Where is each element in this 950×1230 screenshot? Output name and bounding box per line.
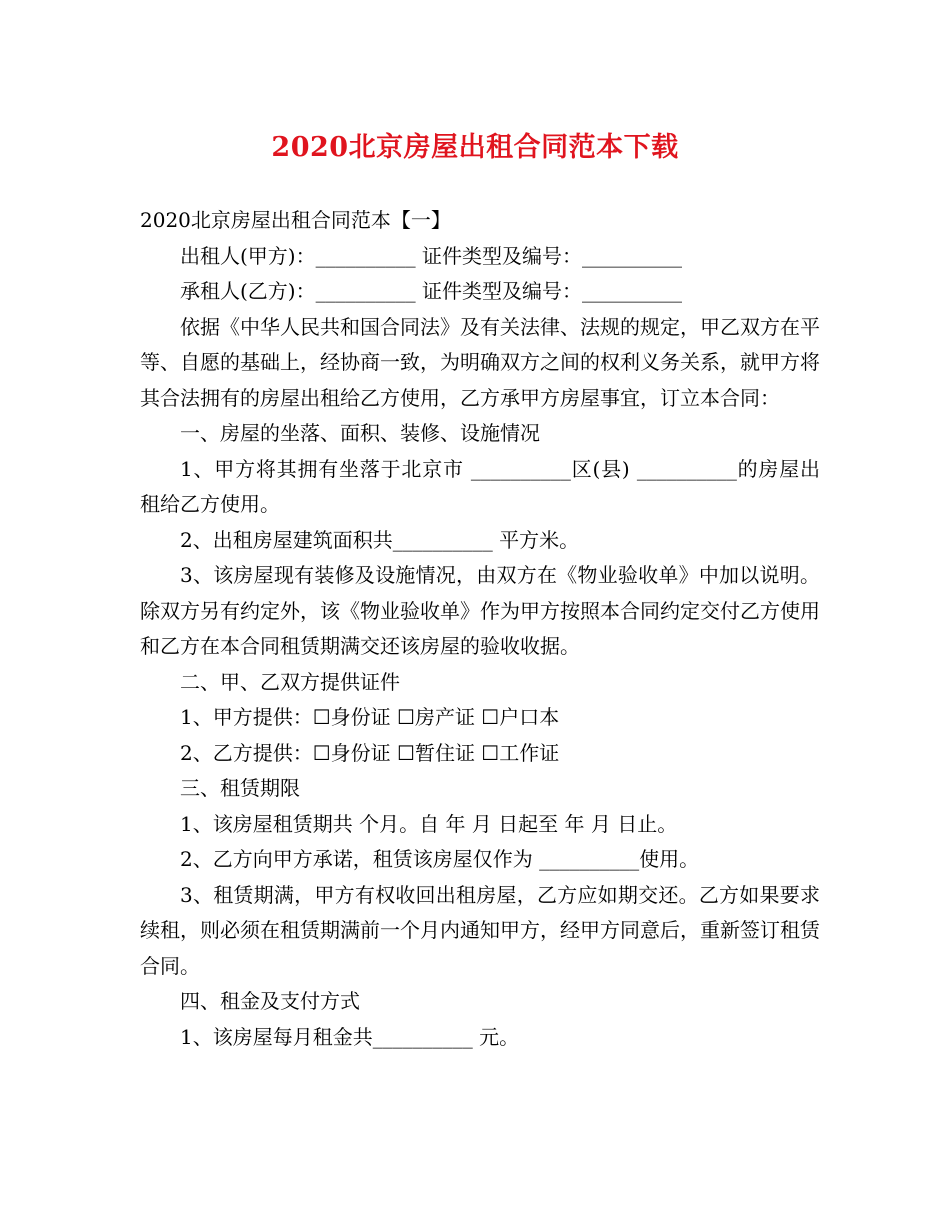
- lessor-line: 出租人(甲方)：__________ 证件类型及编号：__________: [180, 243, 682, 268]
- clause-3-3: 3、租赁期满，甲方有权收回出租房屋，乙方应如期交还。乙方如果要求续租，则必须在租赁期满前一个月内通知甲方，经甲方同意后，重新签订租赁合同。: [140, 882, 820, 978]
- clause-1-1: 1、甲方将其拥有坐落于北京市 __________区(县) __________的房屋出租给乙方使用。: [140, 456, 820, 516]
- clause-2-2: 2、乙方提供：☐身份证 ☐暂住证 ☐工作证: [180, 740, 560, 765]
- clause-2-1: 1、甲方提供：☐身份证 ☐房产证 ☐户口本: [180, 705, 560, 729]
- clause-heading-4: 四、租金及支付方式: [180, 989, 360, 1013]
- clause-3-1: 1、该房屋租赁期共 个月。自 年 月 日起至 年 月 日止。: [180, 811, 678, 836]
- clause-heading-1: 一、房屋的坐落、面积、装修、设施情况: [180, 421, 540, 445]
- clause-heading-2: 二、甲、乙双方提供证件: [180, 669, 400, 694]
- section-heading: 2020北京房屋出租合同范本【一】: [140, 208, 451, 232]
- preamble-paragraph: 依据《中华人民共和国合同法》及有关法律、法规的规定，甲乙双方在平等、自愿的基础上，经协商一致，为明确双方之间的权利义务关系，就甲方将其合法拥有的房屋出租给乙方使用，乙方承甲方房屋事宜，订立本合同：: [140, 314, 820, 410]
- clause-4-1: 1、该房屋每月租金共__________ 元。: [180, 1024, 520, 1049]
- lessee-line: 承租人(乙方)：__________ 证件类型及编号：__________: [180, 279, 682, 303]
- document-body: [140, 203, 820, 1055]
- document-title: 2020北京房屋出租合同范本下载: [271, 132, 679, 163]
- clause-heading-3: 三、租赁期限: [180, 776, 300, 800]
- clause-1-2: 2、出租房屋建筑面积共__________ 平方米。: [180, 527, 580, 552]
- clause-1-3: 3、该房屋现有装修及设施情况，由双方在《物业验收单》中加以说明。除双方另有约定外，该《物业验收单》作为甲方按照本合同约定交付乙方使用和乙方在本合同租赁期满交还该房屋的验收收据。: [140, 563, 820, 658]
- clause-3-2: 2、乙方向甲方承诺，租赁该房屋仅作为 __________使用。: [180, 847, 700, 871]
